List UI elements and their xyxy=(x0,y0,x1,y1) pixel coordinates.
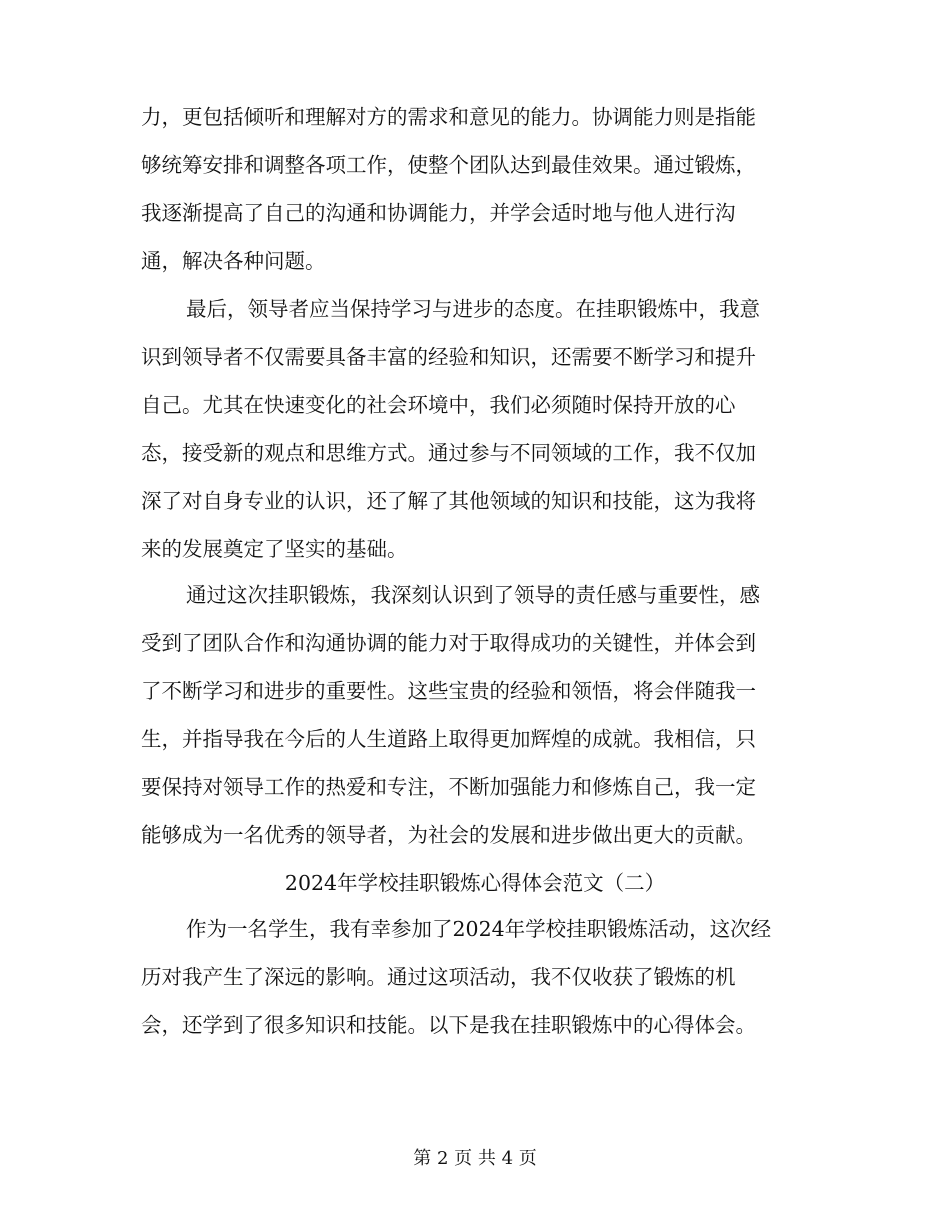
paragraph-line: 通，解决各种问题。 xyxy=(141,249,326,273)
paragraph-line: 识到领导者不仅需要具备丰富的经验和知识，还需要不断学习和提升 xyxy=(141,345,756,369)
paragraph-line: 够统筹安排和调整各项工作，使整个团队达到最佳效果。通过锻炼， xyxy=(141,153,756,177)
paragraph-line: 我逐渐提高了自己的沟通和协调能力，并学会适时地与他人进行沟 xyxy=(141,201,736,225)
page-number: 第 2 页 共 4 页 xyxy=(413,1148,537,1169)
paragraph-line: 最后，领导者应当保持学习与进步的态度。在挂职锻炼中，我意 xyxy=(186,297,760,321)
paragraph-line: 能够成为一名优秀的领导者，为社会的发展和进步做出更大的贡献。 xyxy=(141,823,756,847)
paragraph-line: 深了对自身专业的认识，还了解了其他领域的知识和技能，这为我将 xyxy=(141,489,756,513)
paragraph-line: 受到了团队合作和沟通协调的能力对于取得成功的关键性，并体会到 xyxy=(141,631,756,655)
section-heading: 2024年学校挂职锻炼心得体会范文（二） xyxy=(284,871,666,895)
paragraph-line: 要保持对领导工作的热爱和专注，不断加强能力和修炼自己，我一定 xyxy=(141,775,756,799)
paragraph-line: 力，更包括倾听和理解对方的需求和意见的能力。协调能力则是指能 xyxy=(141,105,756,129)
paragraph-line: 生，并指导我在今后的人生道路上取得更加辉煌的成就。我相信，只 xyxy=(141,727,756,751)
paragraph-line: 作为一名学生，我有幸参加了2024年学校挂职锻炼活动，这次经 xyxy=(186,917,772,941)
paragraph-line: 会，还学到了很多知识和技能。以下是我在挂职锻炼中的心得体会。 xyxy=(141,1013,756,1037)
paragraph-line: 了不断学习和进步的重要性。这些宝贵的经验和领悟，将会伴随我一 xyxy=(141,679,756,703)
paragraph-line: 来的发展奠定了坚实的基础。 xyxy=(141,537,408,561)
paragraph-line: 自己。尤其在快速变化的社会环境中，我们必须随时保持开放的心 xyxy=(141,393,736,417)
paragraph-line: 历对我产生了深远的影响。通过这项活动，我不仅收获了锻炼的机 xyxy=(141,965,736,989)
paragraph-line: 态，接受新的观点和思维方式。通过参与不同领域的工作，我不仅加 xyxy=(141,441,756,465)
paragraph-line: 通过这次挂职锻炼，我深刻认识到了领导的责任感与重要性，感 xyxy=(186,583,760,607)
